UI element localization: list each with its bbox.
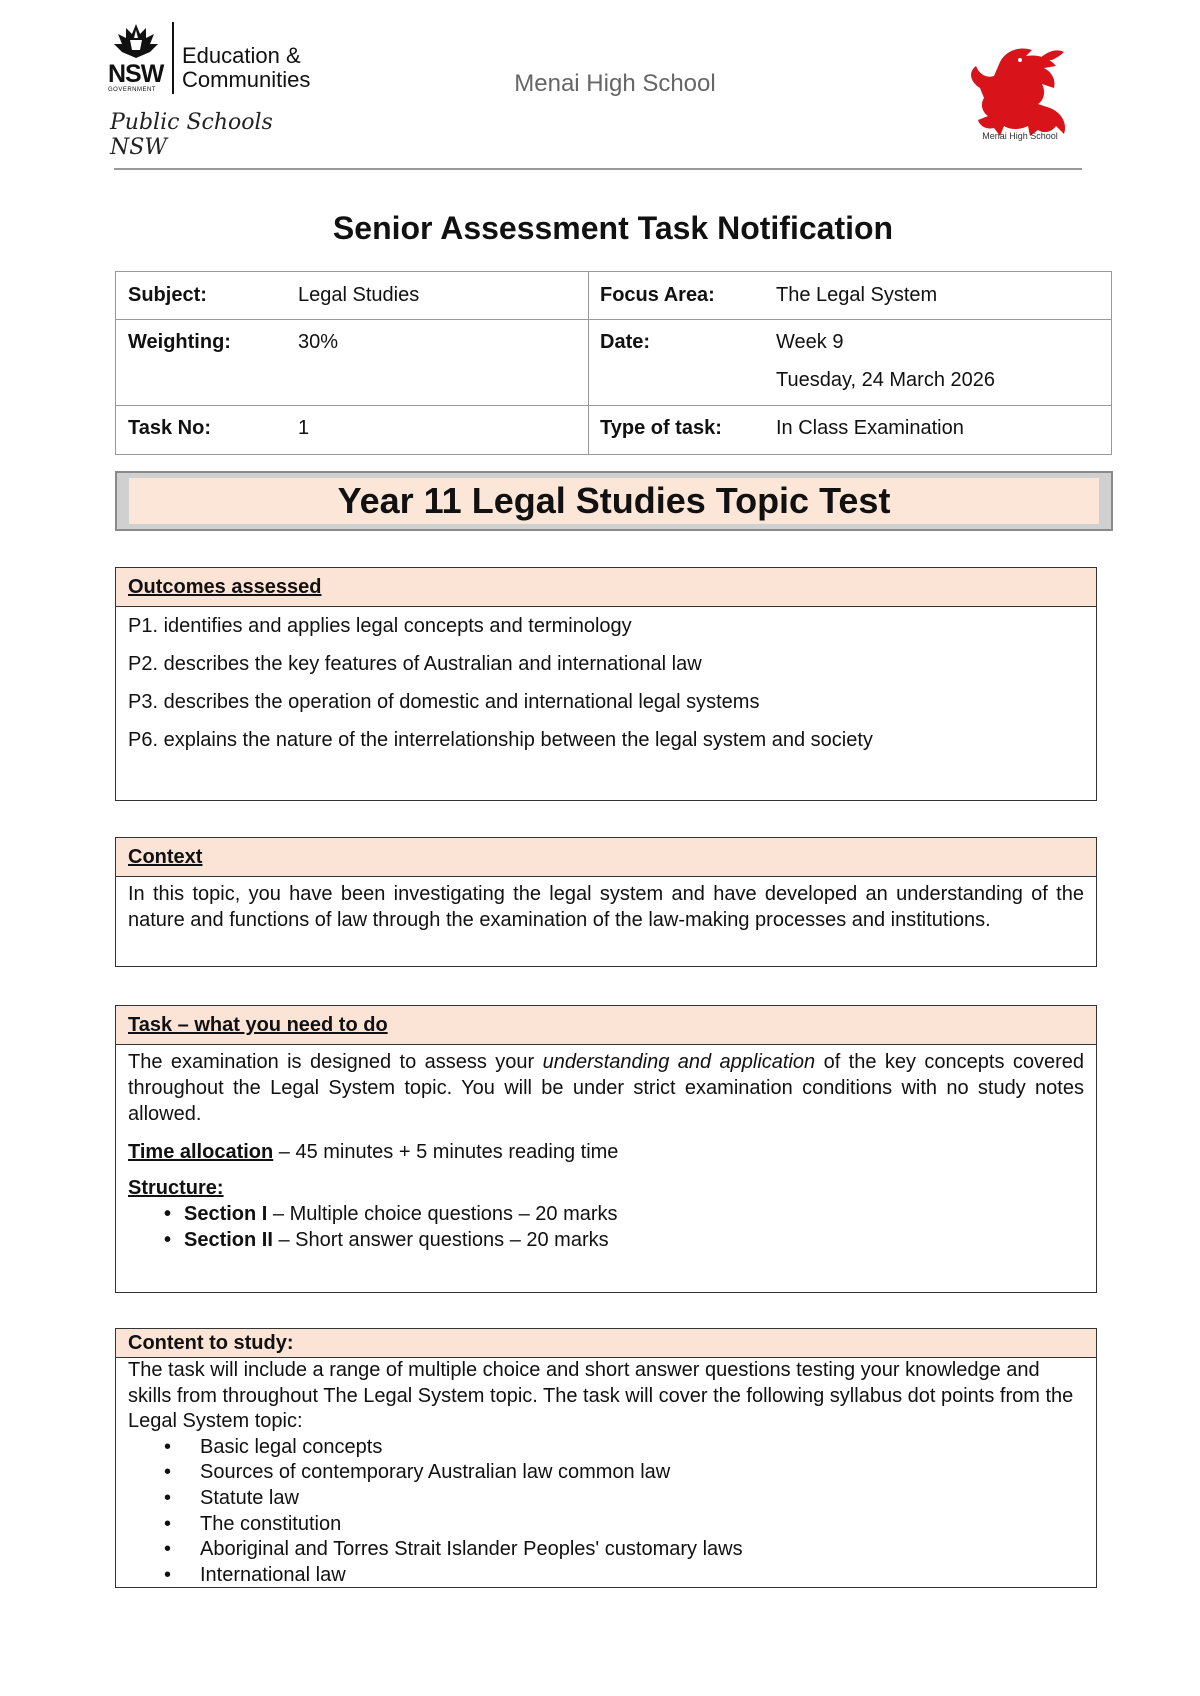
task-type-value: In Class Examination [776, 417, 964, 439]
focus-area-label: Focus Area: [600, 284, 715, 306]
task-number-value: 1 [298, 417, 310, 439]
outcomes-box [115, 567, 1097, 801]
list-item: • Basic legal concepts [128, 1435, 1084, 1461]
table-divider [588, 272, 589, 454]
school-name: Menai High School [514, 70, 716, 97]
subject-value: Legal Studies [298, 284, 420, 306]
table-divider [116, 405, 1111, 406]
context-heading: Context [116, 838, 1096, 877]
education-communities-label: Education & Communities [182, 43, 311, 92]
context-text: In this topic, you have been investigating the legal system and have developed an understanding of the nature and functions of law through the examination of the law-making processes and institutions. [128, 883, 1084, 931]
content-box [115, 1328, 1097, 1588]
dragon-caption: Menai High School [982, 131, 1058, 141]
structure-label: Structure: [128, 1177, 224, 1199]
waratah-icon [110, 22, 162, 62]
task-description: The examination is designed to assess your understanding and application of the key concepts covered throughout the Legal System topic. You will be under strict examination conditions with no study notes allowed. [128, 1051, 1084, 1125]
content-heading: Content to study: [116, 1329, 1096, 1358]
nsw-government-label: GOVERNMENT [108, 87, 157, 93]
task-type-label: Type of task: [600, 417, 722, 439]
weighting-value: 30% [298, 331, 339, 353]
table-divider [116, 319, 1111, 320]
subject-label: Subject: [128, 284, 207, 306]
welsh-dragon-icon [960, 42, 1080, 144]
task-number-label: Task No: [128, 417, 211, 439]
list-item: • Aboriginal and Torres Strait Islander Peoples' customary laws [128, 1537, 1084, 1563]
list-item: P3. describes the operation of domestic and international legal systems [128, 691, 760, 713]
public-schools-nsw-label: Public Schools NSW [110, 110, 273, 160]
outcomes-list [116, 607, 1096, 753]
page-title: Senior Assessment Task Notification [332, 210, 894, 246]
date-week: Week 9 [776, 331, 844, 353]
list-item: • Statute law [128, 1486, 1084, 1512]
list-item: • The constitution [128, 1512, 1084, 1538]
header-divider [114, 168, 1082, 170]
focus-area-value: The Legal System [776, 284, 938, 306]
content-body [116, 1358, 1096, 1588]
content-list [128, 1435, 1084, 1589]
list-item: P1. identifies and applies legal concepts and terminology [128, 615, 632, 637]
list-item: P6. explains the nature of the interrelationship between the legal system and society [128, 729, 873, 751]
outcomes-heading: Outcomes assessed [116, 568, 1096, 607]
content-intro: The task will include a range of multiple choice and short answer questions testing your knowledge and skills from throughout The Legal System topic. The task will cover the following syllabus dot points from the Legal System topic: [128, 1359, 1074, 1433]
structure-list [128, 1201, 1084, 1253]
task-box [115, 1005, 1097, 1293]
task-body [116, 1045, 1096, 1253]
list-item: P2. describes the key features of Australian and international law [128, 653, 702, 675]
test-title: Year 11 Legal Studies Topic Test [129, 478, 1099, 524]
list-item: • Section I – Multiple choice questions – 20 marks [128, 1201, 1084, 1227]
task-heading: Task – what you need to do [116, 1006, 1096, 1045]
weighting-label: Weighting: [128, 331, 231, 353]
list-item: • Sources of contemporary Australian law common law [128, 1460, 1084, 1486]
nsw-wordmark: NSW [108, 60, 164, 88]
time-allocation: Time allocation – 45 minutes + 5 minutes reading time [128, 1141, 619, 1163]
context-box [115, 837, 1097, 967]
list-item: • Section II – Short answer questions – 20 marks [128, 1227, 1084, 1253]
list-item: • International law [128, 1563, 1084, 1589]
date-label: Date: [600, 331, 651, 353]
test-title-banner [115, 471, 1113, 531]
task-details-table [115, 271, 1112, 455]
date-day: Tuesday, 24 March 2026 [776, 369, 996, 391]
